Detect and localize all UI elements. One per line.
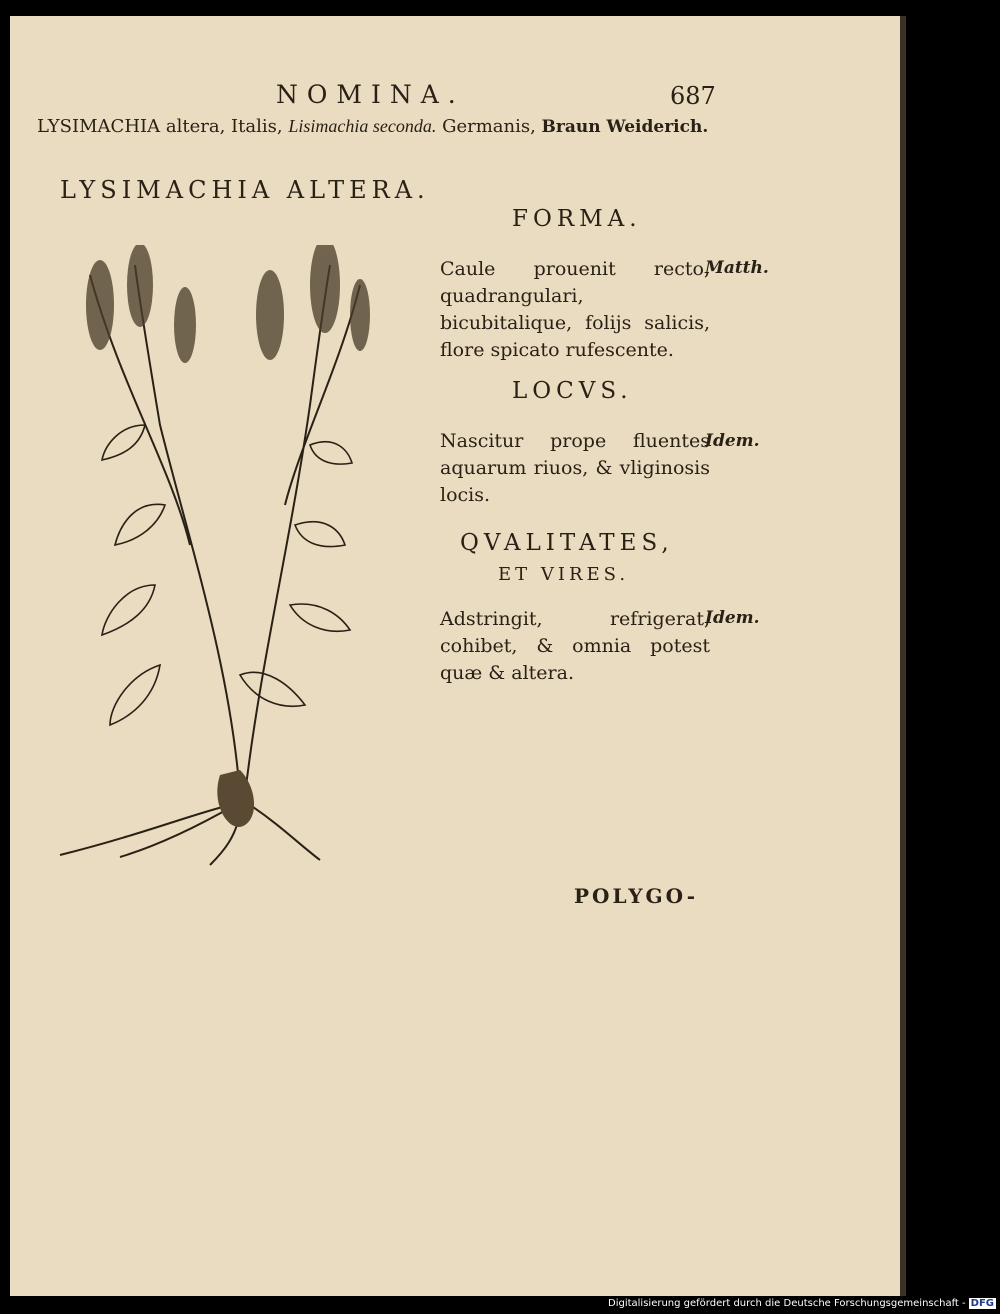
locus-margin-note: Idem. [705, 431, 760, 451]
german-label: Germanis, [442, 116, 536, 137]
german-name: Braun Weiderich. [541, 117, 709, 137]
qualitates-subheading: ET VIRES. [498, 564, 630, 585]
qualitates-margin-note: Idem. [705, 608, 760, 628]
dfg-logo: DFG [970, 1298, 994, 1309]
forma-heading: FORMA. [512, 206, 642, 232]
qualitates-heading: QVALITATES, [460, 530, 674, 556]
qualitates-text: Adstringit, refrigerat, cohibet, & omnia potest quæ & altera. [440, 608, 710, 684]
locus-heading: LOCVS. [512, 378, 633, 404]
plant-title: LYSIMACHIA ALTERA. [60, 176, 430, 204]
forma-margin-note: Matth. [705, 258, 769, 278]
plant-woodcut-illustration [40, 245, 370, 870]
italian-name: Lisimachia seconda. [288, 116, 437, 136]
digitization-footer [608, 1298, 996, 1309]
catchword: POLYGO- [574, 884, 699, 908]
latin-name: LYSIMACHIA altera, [37, 116, 226, 137]
footer-text: Digitalisierung gefördert durch die Deutsche Forschungsgemeinschaft - [608, 1298, 966, 1309]
running-head: NOMINA. [276, 80, 465, 109]
forma-text: Caule prouenit recto, quadrangulari, bicubitalique, folijs salicis, flore spicato rufescente. [440, 258, 710, 361]
page-number: 687 [670, 82, 716, 110]
page-edge [900, 16, 906, 1296]
italian-label: Italis, [231, 116, 283, 137]
nomina-line [37, 116, 708, 137]
locus-text: Nascitur prope fluentes aquarum riuos, & vliginosis locis. [440, 430, 710, 506]
